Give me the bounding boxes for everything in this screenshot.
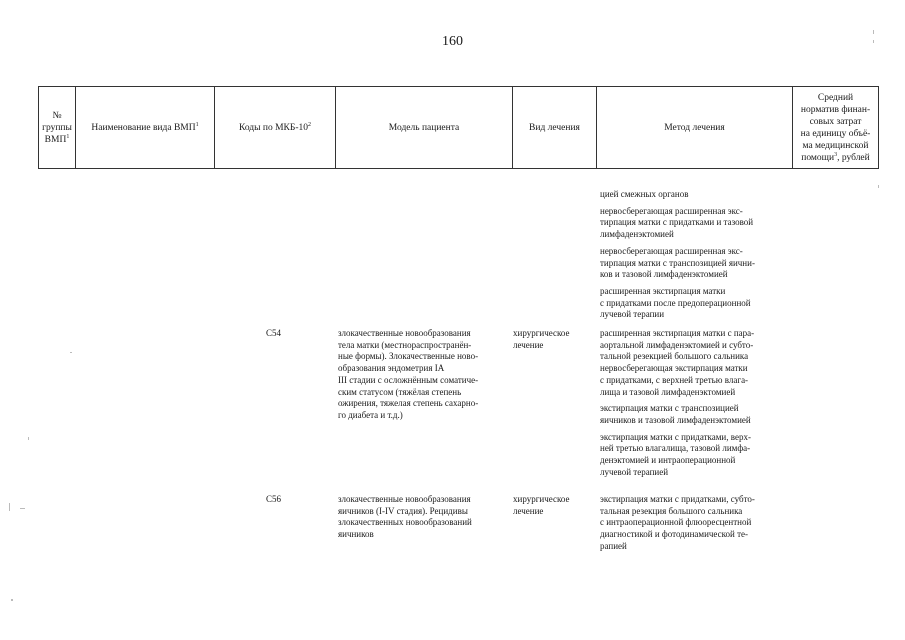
treatment-type-c56: хирургическое лечение — [513, 494, 570, 516]
scan-speck — [11, 599, 13, 601]
scan-speck — [9, 503, 10, 511]
method-item: нервосберегающая расширенная экс- тирпация матки с транспозицией яични- ков и тазовой лимфаденэктомией — [600, 245, 755, 280]
header-average-cost: Средний норматив финан- совых затрат на единицу объё- ма медицинской помощи$^3$, рублей — [793, 87, 879, 169]
treatment-methods-c56 — [600, 494, 755, 553]
method-item: экстирпация матки с придатками, верх- ней третью влагалища, тазовой лимфа- денэктомией и интраоперационной лучевой терапией — [600, 431, 751, 477]
method-item: расширенная экстирпация матки с пара- аортальной лимфаденэктомией и субто- тальной резекцией большого сальника нервосберегающая экстирпация матки с придатками, с верхней третью влага- лища и тазовой лимфаденэктомией — [600, 328, 755, 397]
methods-continuation — [600, 189, 755, 321]
method-item: нервосберегающая расширенная экс- тирпация матки с придатками и тазовой лимфаденэктомией — [600, 205, 754, 240]
header-icd-codes: Коды по МКБ-$10^2$ — [215, 87, 336, 169]
page-number: 160 — [442, 34, 463, 49]
scan-speck — [878, 185, 879, 188]
scan-speck — [873, 40, 874, 43]
scan-speck — [20, 508, 25, 509]
method-item: цией смежных органов — [600, 189, 689, 199]
method-item: экстирпация матки с придатками, субто- тальная резекция большого сальника с интраоперационной флюоресцентной диагностикой и фотодинамической те- рапией — [600, 494, 755, 551]
header-treatment-type: Вид лечения — [513, 87, 597, 169]
header-group-number: № группы ВМП$^1$ — [39, 87, 76, 169]
patient-model-c56: злокачественные новообразования яичников (I-IV стадия). Рецидивы злокачественных новообразований яичников — [338, 494, 472, 540]
header-treatment-method: Метод лечения — [597, 87, 793, 169]
scan-speck — [70, 352, 72, 353]
scan-speck — [873, 30, 874, 34]
header-vmp-name: Наименование вида ВМП$^1$ — [76, 87, 215, 169]
method-item: экстирпация матки с транспозицией яичников и тазовой лимфаденэктомией — [600, 403, 751, 425]
treatment-type-c54: хирургическое лечение — [513, 328, 570, 350]
code-c56: C56 — [266, 494, 282, 504]
patient-model-c54: злокачественные новообразования тела матки (местнораспространён- ные формы). Злокачественные ново- образования эндометрия IA III стадии с осложнённым соматиче- ским статусом (тяжёлая степень ожирения, тяжелая степень сахарно- го диабета и т.д.) — [338, 328, 479, 420]
table-header — [38, 86, 879, 169]
treatment-methods-c54 — [600, 328, 754, 478]
header-patient-model: Модель пациента — [336, 87, 513, 169]
method-item: расширенная экстирпация матки с придатками после предоперационной лучевой терапии — [600, 285, 751, 320]
code-c54: C54 — [266, 328, 282, 338]
scan-speck — [28, 437, 29, 440]
